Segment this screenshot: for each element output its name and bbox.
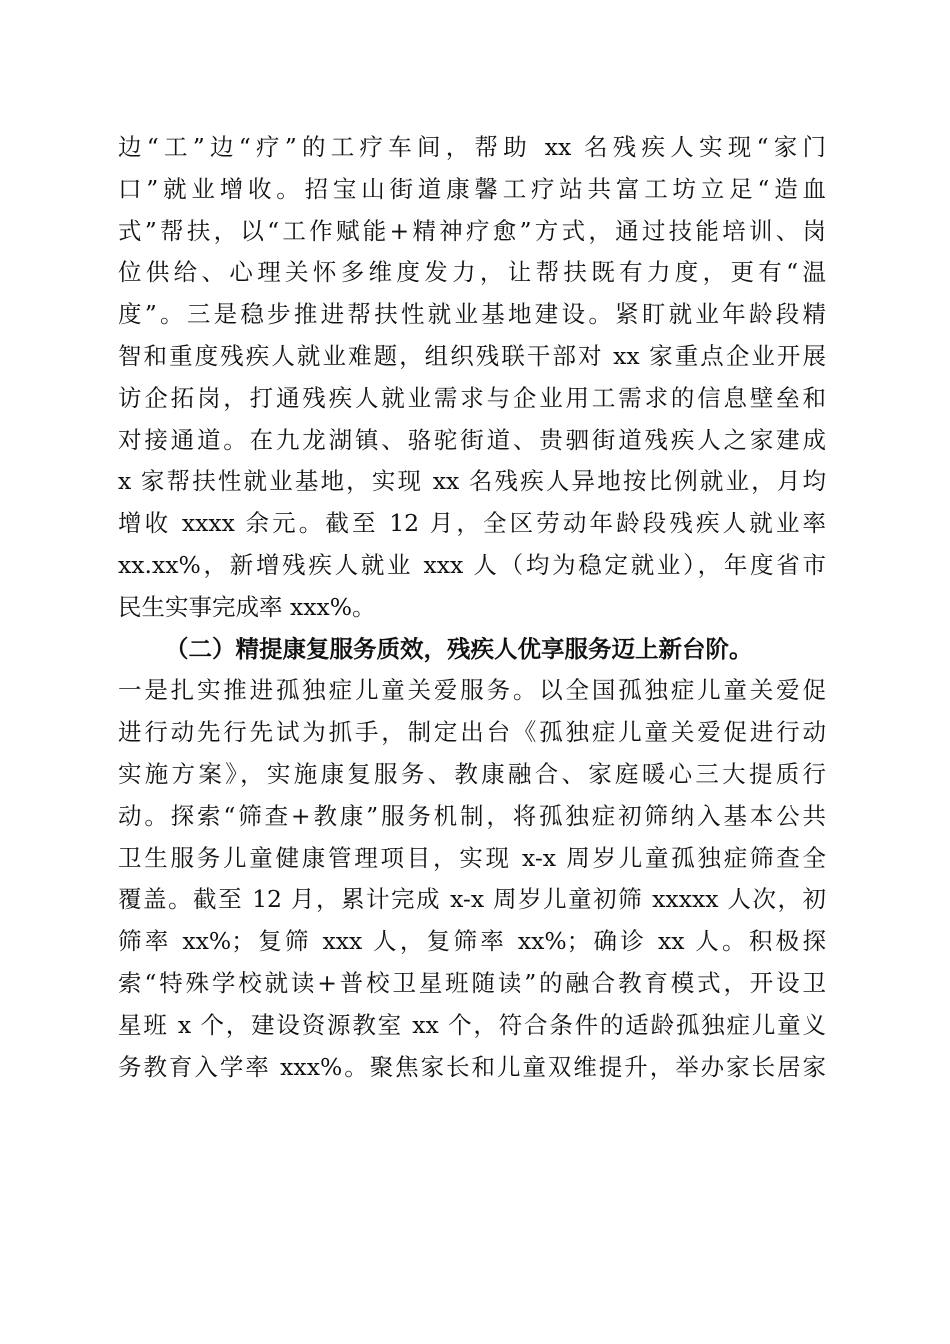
body-line: 式”帮扶，以“工作赋能+精神疗愈”方式，通过技能培训、岗 — [118, 216, 826, 245]
body-line: 星班 x 个，建设资源教室 xx 个，符合条件的适龄孤独症儿童义 — [118, 1010, 826, 1039]
body-line: 民生实事完成率 xxx%。 — [118, 592, 376, 621]
document-body — [118, 127, 826, 1088]
body-line: 一是扎实推进孤独症儿童关爱服务。以全国孤独症儿童关爱促 — [118, 676, 826, 705]
body-line: 度”。三是稳步推进帮扶性就业基地建设。紧盯就业年龄段精 — [118, 300, 826, 329]
body-line: 边“工”边“疗”的工疗车间，帮助 xx 名残疾人实现“家门 — [118, 133, 826, 161]
body-line: 覆盖。截至 12 月，累计完成 x-x 周岁儿童初筛 xxxxx 人次，初 — [118, 885, 826, 914]
body-line: x 家帮扶性就业基地，实现 xx 名残疾人异地按比例就业，月均 — [118, 467, 826, 496]
section-heading: （二）精提康复服务质效，残疾人优享服务迈上新台阶。 — [165, 634, 753, 663]
body-line: 筛率 xx%；复筛 xxx 人，复筛率 xx%；确诊 xx 人。积极探 — [118, 927, 826, 956]
body-line: 索“特殊学校就读+普校卫星班随读”的融合教育模式，开设卫 — [118, 968, 826, 997]
body-line: 动。探索“筛查+教康”服务机制，将孤独症初筛纳入基本公共 — [118, 801, 826, 830]
body-line: 口”就业增收。招宝山街道康馨工疗站共富工坊立足“造血 — [118, 174, 826, 203]
body-line: xx.xx%，新增残疾人就业 xxx 人（均为稳定就业），年度省市 — [118, 550, 826, 579]
body-line: 位供给、心理关怀多维度发力，让帮扶既有力度，更有“温 — [118, 258, 826, 287]
body-line: 进行动先行先试为抓手，制定出台《孤独症儿童关爱促进行动 — [118, 718, 826, 747]
body-line: 智和重度残疾人就业难题，组织残联干部对 xx 家重点企业开展 — [118, 341, 826, 370]
body-line: 务教育入学率 xxx%。聚焦家长和儿童双维提升，举办家长居家 — [118, 1052, 826, 1081]
body-line: 卫生服务儿童健康管理项目，实现 x-x 周岁儿童孤独症筛查全 — [118, 843, 826, 872]
body-line: 增收 xxxx 余元。截至 12 月，全区劳动年龄段残疾人就业率 — [118, 509, 826, 538]
body-line: 对接通道。在九龙湖镇、骆驼街道、贵驷街道残疾人之家建成 — [118, 425, 826, 454]
body-line: 实施方案》，实施康复服务、教康融合、家庭暖心三大提质行 — [118, 759, 826, 788]
body-line: 访企拓岗，打通残疾人就业需求与企业用工需求的信息壁垒和 — [118, 383, 826, 412]
